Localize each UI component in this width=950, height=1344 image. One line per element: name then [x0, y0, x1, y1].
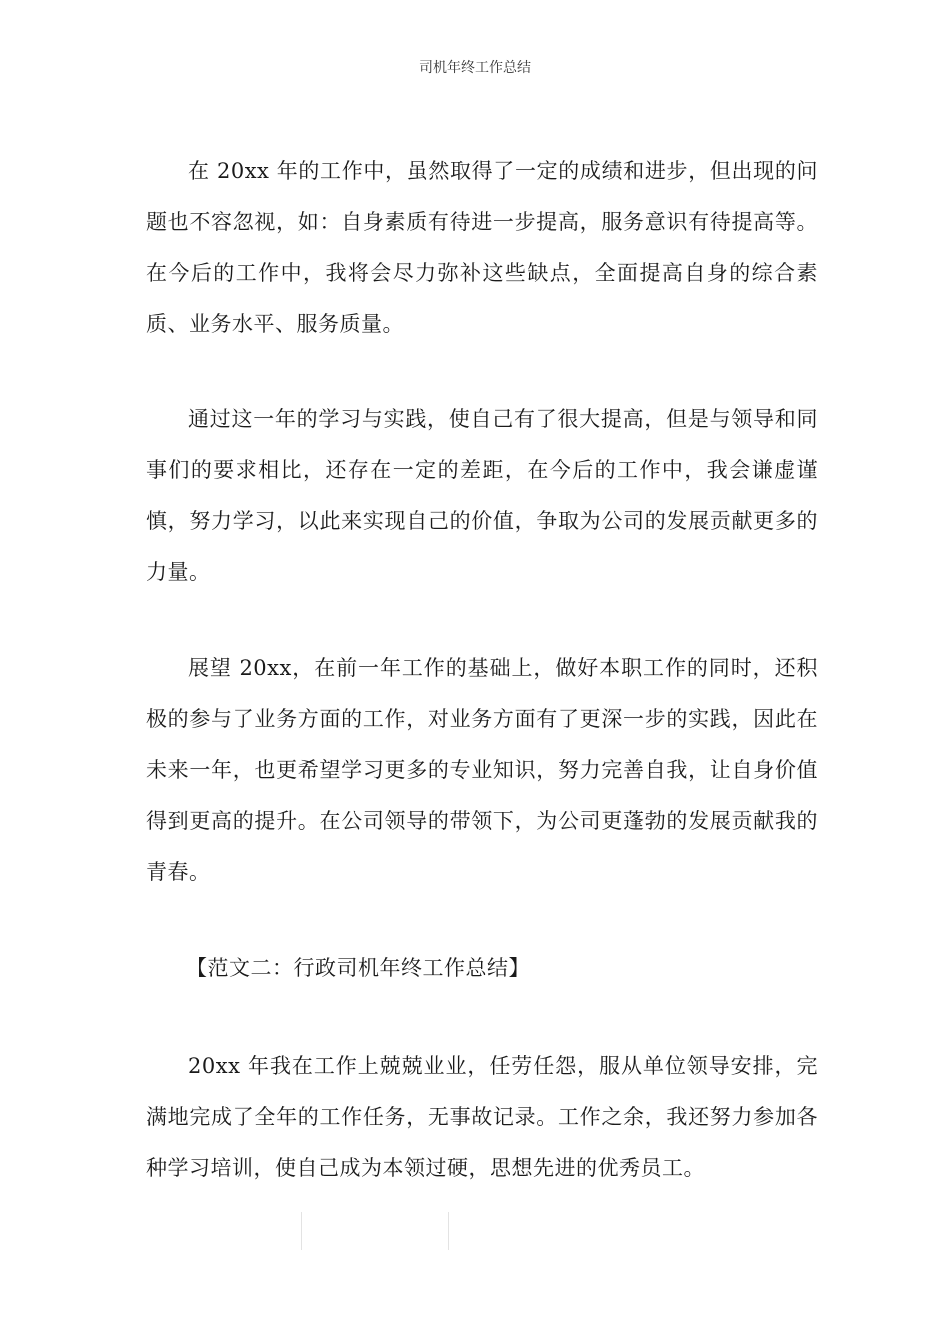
section-paragraph: 20xx 年我在工作上兢兢业业，任劳任怨，服从单位领导安排，完满地完成了全年的工作任务，无事故记录。工作之余，我还努力参加各种学习培训，使自己成为本领过硬，思想先进的优秀员工。	[146, 1054, 818, 1180]
footer-divider-mark	[301, 1212, 449, 1250]
page-header-title: 司机年终工作总结	[419, 60, 531, 76]
paragraph-3: 展望 20xx，在前一年工作的基础上，做好本职工作的同时，还积极的参与了业务方面的工作，对业务方面有了更深一步的实践，因此在未来一年，也更希望学习更多的专业知识，努力完善自我，让自身价值得到更高的提升。在公司领导的带领下，为公司更蓬勃的发展贡献我的青春。	[146, 656, 818, 884]
paragraph-1: 在 20xx 年的工作中，虽然取得了一定的成绩和进步，但出现的问题也不容忽视，如：自身素质有待进一步提高，服务意识有待提高等。在今后的工作中，我将会尽力弥补这些缺点，全面提高自身的综合素质、业务水平、服务质量。	[146, 159, 818, 336]
paragraph-2: 通过这一年的学习与实践，使自己有了很大提高，但是与领导和同事们的要求相比，还存在一定的差距，在今后的工作中，我会谦虚谨慎，努力学习，以此来实现自己的价值，争取为公司的发展贡献更多的力量。	[146, 407, 818, 584]
section-heading: 【范文二：行政司机年终工作总结】	[186, 956, 530, 980]
